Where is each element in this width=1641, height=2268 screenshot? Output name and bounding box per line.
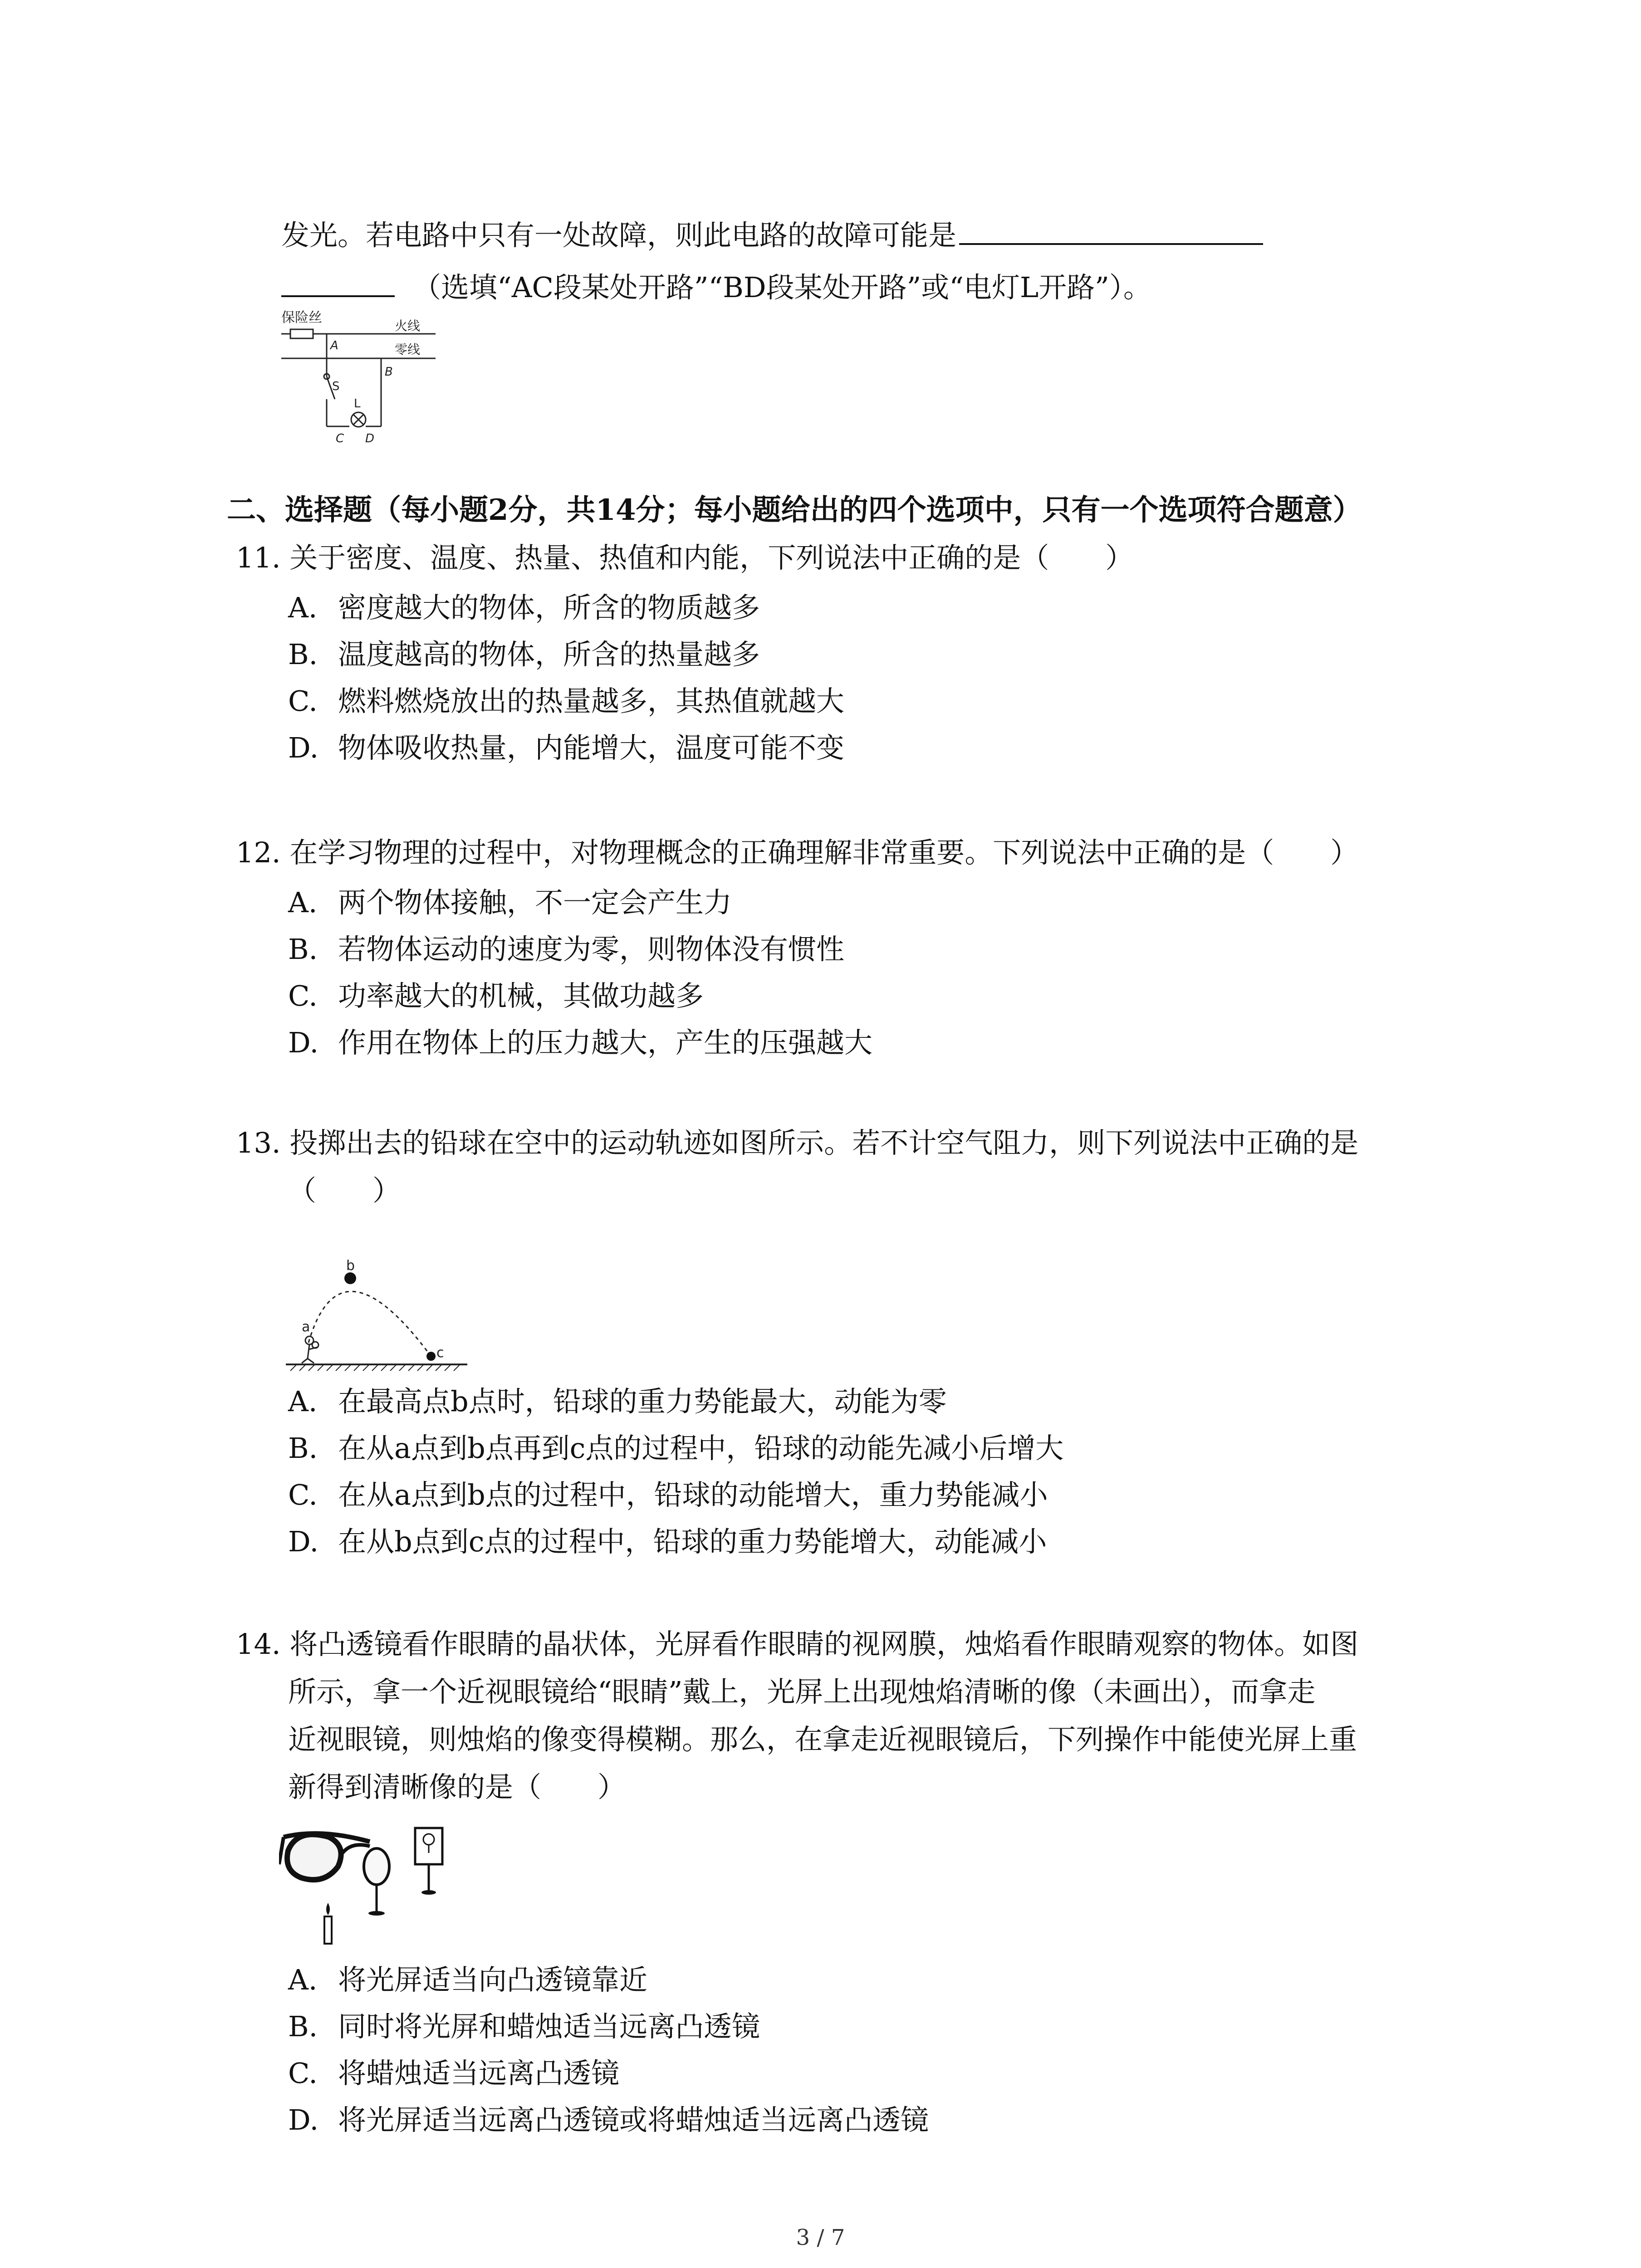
live-wire-label: 火线 (395, 318, 421, 333)
point-c-label: C (336, 432, 344, 445)
q10-answer-blank-cont[interactable] (281, 265, 395, 297)
point-b-ball (344, 1272, 356, 1284)
lamp-label: L (354, 397, 361, 411)
q14-stem-line4: 新得到清晰像的是（ ） (288, 1770, 626, 1804)
q13-option-d[interactable]: D. 在从b点到c点的过程中，铅球的重力势能增大，动能减小 (288, 1525, 1047, 1558)
q12-option-c[interactable]: C. 功率越大的机械，其做功越多 (288, 979, 704, 1012)
q12-option-b[interactable]: B. 若物体运动的速度为零，则物体没有惯性 (288, 933, 845, 966)
point-d-label: D (365, 432, 375, 445)
circuit-diagram (281, 308, 454, 445)
q14-option-b[interactable]: B. 同时将光屏和蜡烛适当远离凸透镜 (288, 2010, 760, 2043)
myopia-glasses-experiment-diagram (279, 1810, 460, 1946)
page-number: 3 / 7 (796, 2225, 845, 2250)
point-b-label: B (385, 365, 393, 379)
point-c-label: c (436, 1345, 444, 1361)
q13-option-a[interactable]: A. 在最高点b点时，铅球的重力势能最大，动能为零 (288, 1385, 947, 1418)
q10-line2-text: （选填“AC段某处开路”“BD段某处开路”或“电灯L开路”）。 (413, 271, 1151, 304)
q13-stem-line1: 13. 投掷出去的铅球在空中的运动轨迹如图所示。若不计空气阻力，则下列说法中正确的是 (236, 1126, 1359, 1159)
fuse-symbol (290, 329, 313, 338)
q13-option-c[interactable]: C. 在从a点到b点的过程中，铅球的动能增大，重力势能减小 (288, 1478, 1048, 1511)
q11-stem: 11. 关于密度、温度、热量、热值和内能，下列说法中正确的是（ ） (236, 541, 1134, 574)
section2-heading: 二、选择题（每小题2分，共14分；每小题给出的四个选项中，只有一个选项符合题意） (227, 493, 1362, 527)
q12-option-d[interactable]: D. 作用在物体上的压力越大，产生的压强越大 (288, 1026, 873, 1059)
point-a-label: A (330, 339, 338, 352)
q11-option-b[interactable]: B. 温度越高的物体，所含的热量越多 (288, 638, 760, 671)
q14-option-d[interactable]: D. 将光屏适当远离凸透镜或将蜡烛适当远离凸透镜 (288, 2103, 929, 2136)
shot-put-trajectory-diagram (281, 1252, 472, 1374)
switch-label: S (332, 380, 340, 393)
point-b-label: b (346, 1258, 355, 1274)
q11-option-c[interactable]: C. 燃料燃烧放出的热量越多，其热值就越大 (288, 684, 845, 718)
q10-answer-blank[interactable] (959, 213, 1263, 245)
q14-stem-line1: 14. 将凸透镜看作眼睛的晶状体，光屏看作眼睛的视网膜，烛焰看作眼睛观察的物体。如图 (236, 1628, 1359, 1661)
q12-stem: 12. 在学习物理的过程中，对物理概念的正确理解非常重要。下列说法中正确的是（ ） (236, 836, 1359, 869)
thrower-figure (302, 1336, 318, 1363)
q13-option-b[interactable]: B. 在从a点到b点再到c点的过程中，铅球的动能先减小后增大 (288, 1432, 1064, 1465)
q11-option-d[interactable]: D. 物体吸收热量，内能增大，温度可能不变 (288, 731, 845, 764)
q13-stem-line2: （ ） (288, 1174, 401, 1207)
ground-hatching (290, 1364, 460, 1371)
neutral-wire-label: 零线 (395, 342, 421, 357)
q10-line1 (281, 213, 1263, 254)
point-a-label: a (302, 1319, 310, 1335)
trajectory-curve (309, 1291, 431, 1356)
point-c-ball (426, 1352, 436, 1361)
light-screen-icon (415, 1828, 442, 1895)
fuse-label: 保险丝 (281, 310, 322, 326)
q10-line2 (281, 265, 1151, 306)
q14-stem-line3: 近视眼镜，则烛焰的像变得模糊。那么，在拿走近视眼镜后，下列操作中能使光屏上重 (288, 1723, 1357, 1756)
q14-option-a[interactable]: A. 将光屏适当向凸透镜靠近 (288, 1963, 648, 1996)
q10-line1-text: 发光。若电路中只有一处故障，则此电路的故障可能是 (281, 219, 957, 252)
candle-icon (324, 1903, 332, 1944)
q14-option-c[interactable]: C. 将蜡烛适当远离凸透镜 (288, 2057, 620, 2090)
q11-option-a[interactable]: A. 密度越大的物体，所含的物质越多 (288, 591, 760, 624)
q14-stem-line2: 所示，拿一个近视眼镜给“眼睛”戴上，光屏上出现烛焰清晰的像（未画出），而拿走 (288, 1675, 1316, 1708)
q12-option-a[interactable]: A. 两个物体接触，不一定会产生力 (288, 886, 732, 919)
convex-lens-icon (364, 1848, 389, 1916)
glasses-icon (279, 1833, 370, 1880)
